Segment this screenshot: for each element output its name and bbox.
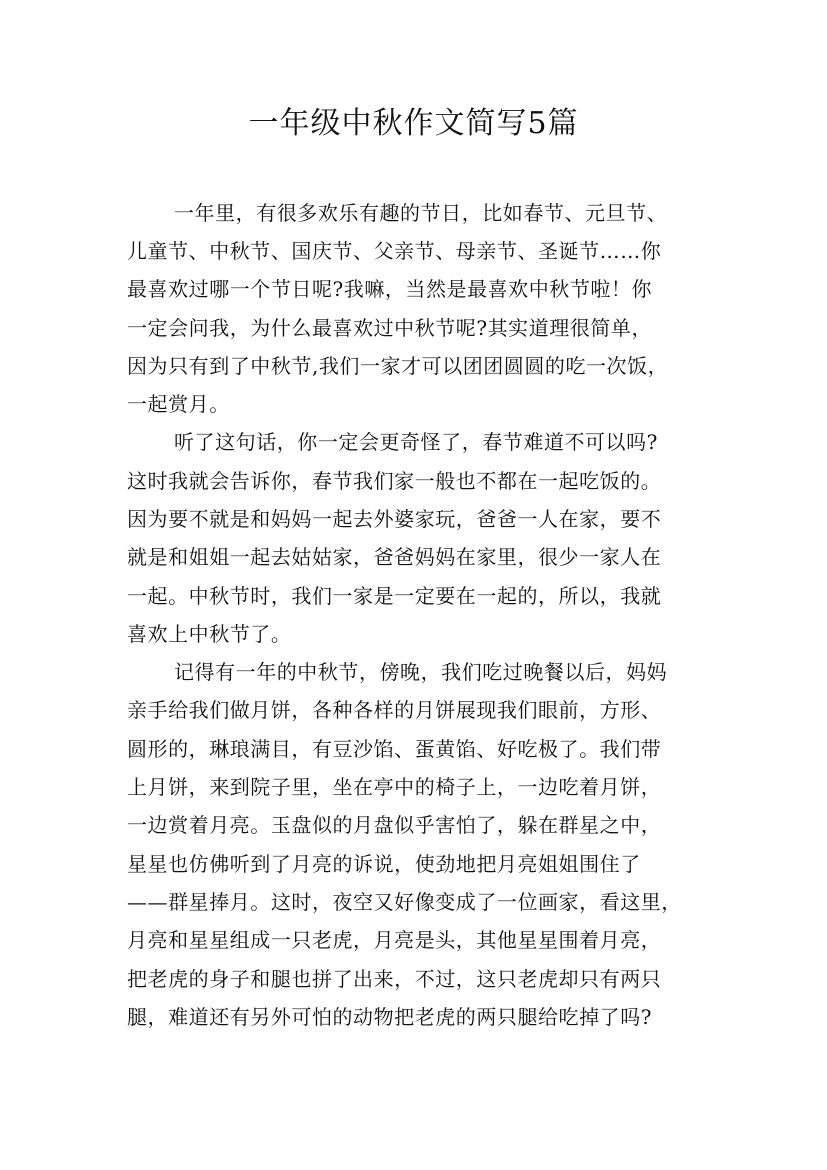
text-line: 上月饼，来到院子里，坐在亭中的椅子上，一边吃着月饼， [127,775,662,799]
text-line: 把老虎的身子和腿也拼了出来，不过，这只老虎却只有两只 [127,967,662,991]
text-line: 一起。中秋节时，我们一家是一定要在一起的，所以，我就 [127,584,662,608]
text-line: 一起赏月。 [127,392,230,416]
text-line: 月亮和星星组成一只老虎，月亮是头，其他星星围着月亮， [127,928,662,952]
text-line: 最喜欢过哪一个节日呢?我嘛，当然是最喜欢中秋节啦！你 [127,277,653,301]
text-line: 一定会问我，为什么最喜欢过中秋节呢?其实道理很简单， [127,316,653,340]
text-line: 星星也仿佛听到了月亮的诉说，使劲地把月亮姐姐围住了 [127,852,641,876]
text-line: 记得有一年的中秋节，傍晚，我们吃过晚餐以后，妈妈 [174,660,668,684]
text-line: 一年里，有很多欢乐有趣的节日，比如春节、元旦节、 [174,201,668,225]
text-line: 听了这句话，你一定会更奇怪了，春节难道不可以吗? [174,430,658,454]
text-line: 喜欢上中秋节了。 [127,622,292,646]
text-line: 因为只有到了中秋节,我们一家才可以团团圆圆的吃一次饭， [127,354,669,378]
text-line: 亲手给我们做月饼，各种各样的月饼展现我们眼前，方形、 [127,698,662,722]
text-line: 这时我就会告诉你，春节我们家一般也不都在一起吃饭的。 [127,469,662,493]
text-line: 圆形的，琳琅满目，有豆沙馅、蛋黄馅、好吃极了。我们带 [127,737,662,761]
text-line: 因为要不就是和妈妈一起去外婆家玩，爸爸一人在家，要不 [127,507,662,531]
text-line: 儿童节、中秋节、国庆节、父亲节、母亲节、圣诞节……你 [127,239,662,263]
text-line: 一边赏着月亮。玉盘似的月盘似乎害怕了，躲在群星之中， [127,813,662,837]
text-line: 就是和姐姐一起去姑姑家，爸爸妈妈在家里，很少一家人在 [127,545,662,569]
document-title: 一年级中秋作文简写5篇 [248,106,579,141]
text-line: ——群星捧月。这时，夜空又好像变成了一位画家，看这里， [127,890,682,914]
text-line: 腿，难道还有另外可怕的动物把老虎的两只腿给吃掉了吗? [127,1005,653,1029]
